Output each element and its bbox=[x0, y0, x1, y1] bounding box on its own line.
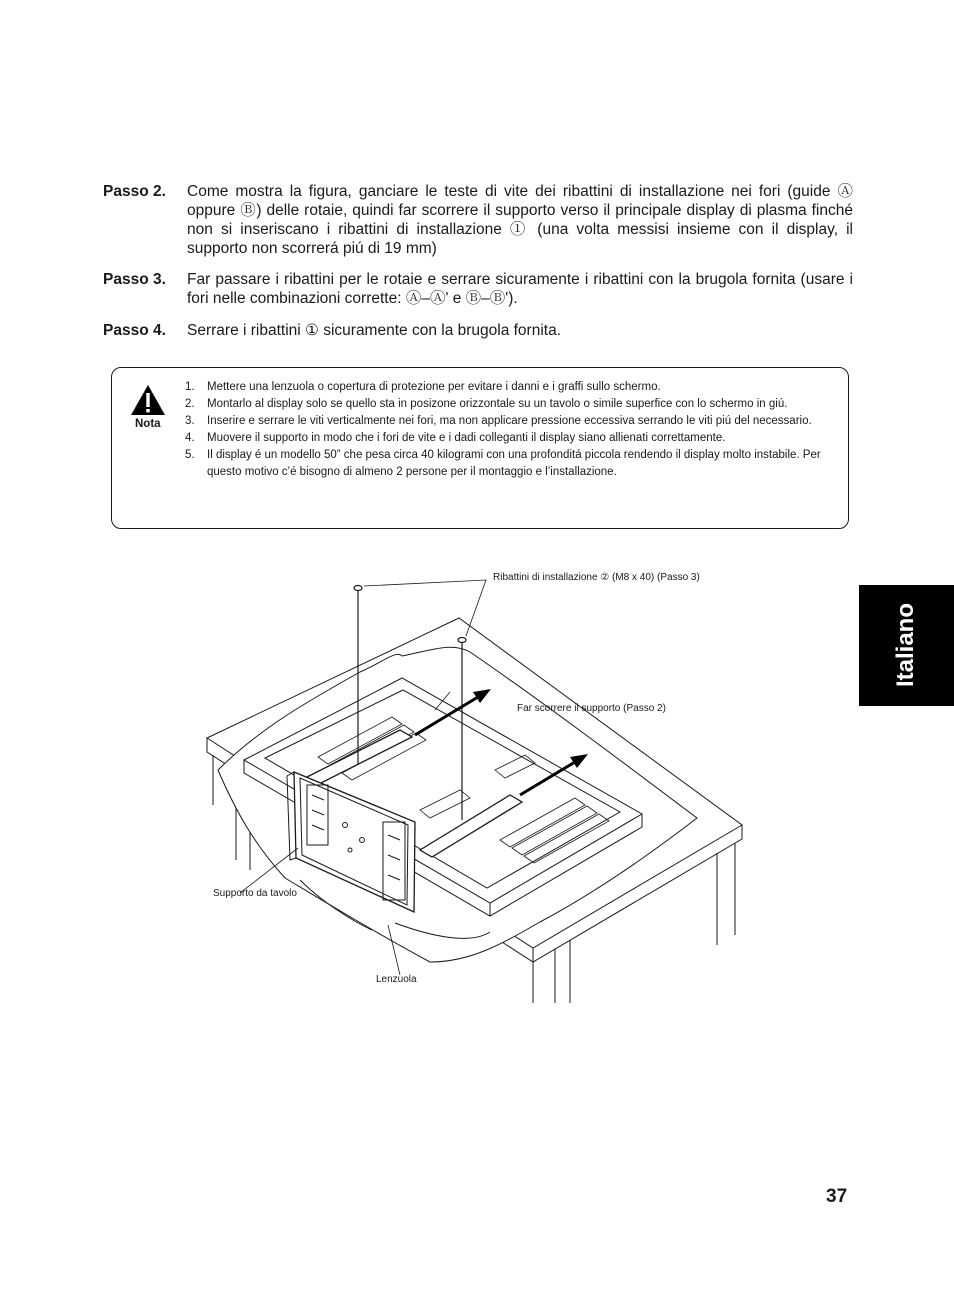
page-number: 37 bbox=[826, 1186, 848, 1207]
note-item-number: 2. bbox=[185, 398, 195, 410]
note-item-text: Montarlo al display solo se quello sta in posizone orizzontale su un tavolo o simile superfice con lo schermo in giú. bbox=[207, 398, 788, 410]
step-3-text: Far passare i ribattini per le rotaie e serrare sicuramente i ribattini con la brugola fornita (usare i fori nelle combinazioni corrette: Ⓐ–Ⓐ' e Ⓑ–Ⓑ'). bbox=[187, 271, 853, 307]
callout-rivets: Ribattini di installazione ② (M8 x 40) (Passo 3) bbox=[493, 572, 700, 583]
note-item-number: 4. bbox=[185, 432, 195, 444]
note-item-text: Il display é un modello 50” che pesa circa 40 kilogrami con una profonditá piccola rendendo il display molto instabile. Per questo motivo c’é bisogno di almeno 2 persone per il montaggio e l’installazione. bbox=[207, 449, 821, 478]
step-2-text: Come mostra la figura, ganciare le teste di vite dei ribattini di installazione nei fori (guide Ⓐ oppure Ⓑ) delle rotaie, quindi far scorrere il supporto verso il principale display di plasma finché non si inseriscano i ribattini di installazione ① (una volta messisi insieme con il display, il supporto non scorrerá piú di 19 mm) bbox=[187, 183, 853, 257]
step-3-label: Passo 3. bbox=[103, 271, 166, 288]
language-tab bbox=[859, 585, 954, 706]
note-item-text: Muovere il supporto in modo che i fori de vite e i dadi colleganti il display siano allienati correttamente. bbox=[207, 432, 726, 444]
step-4-text: Serrare i ribattini ① sicuramente con la brugola fornita. bbox=[187, 322, 562, 339]
callout-table-stand: Supporto da tavolo bbox=[213, 888, 297, 899]
note-item-text: Inserire e serrare le viti verticalmente nei fori, ma non applicare pressione eccessiva serrando le viti piú del necessario. bbox=[207, 415, 812, 427]
callout-slide: Far scorrere il supporto (Passo 2) bbox=[517, 703, 666, 714]
note-label: Nota bbox=[135, 418, 161, 430]
step-4-label: Passo 4. bbox=[103, 322, 166, 339]
note-item-number: 5. bbox=[185, 449, 195, 461]
note-item-number: 3. bbox=[185, 415, 195, 427]
language-tab-label: Italiano bbox=[892, 602, 919, 688]
note-item-number: 1. bbox=[185, 381, 195, 393]
note-item-text: Mettere una lenzuola o copertura di protezione per evitare i danni e i graffi sullo schermo. bbox=[207, 381, 661, 393]
callout-sheet: Lenzuola bbox=[376, 974, 417, 985]
step-2-label: Passo 2. bbox=[103, 183, 166, 200]
